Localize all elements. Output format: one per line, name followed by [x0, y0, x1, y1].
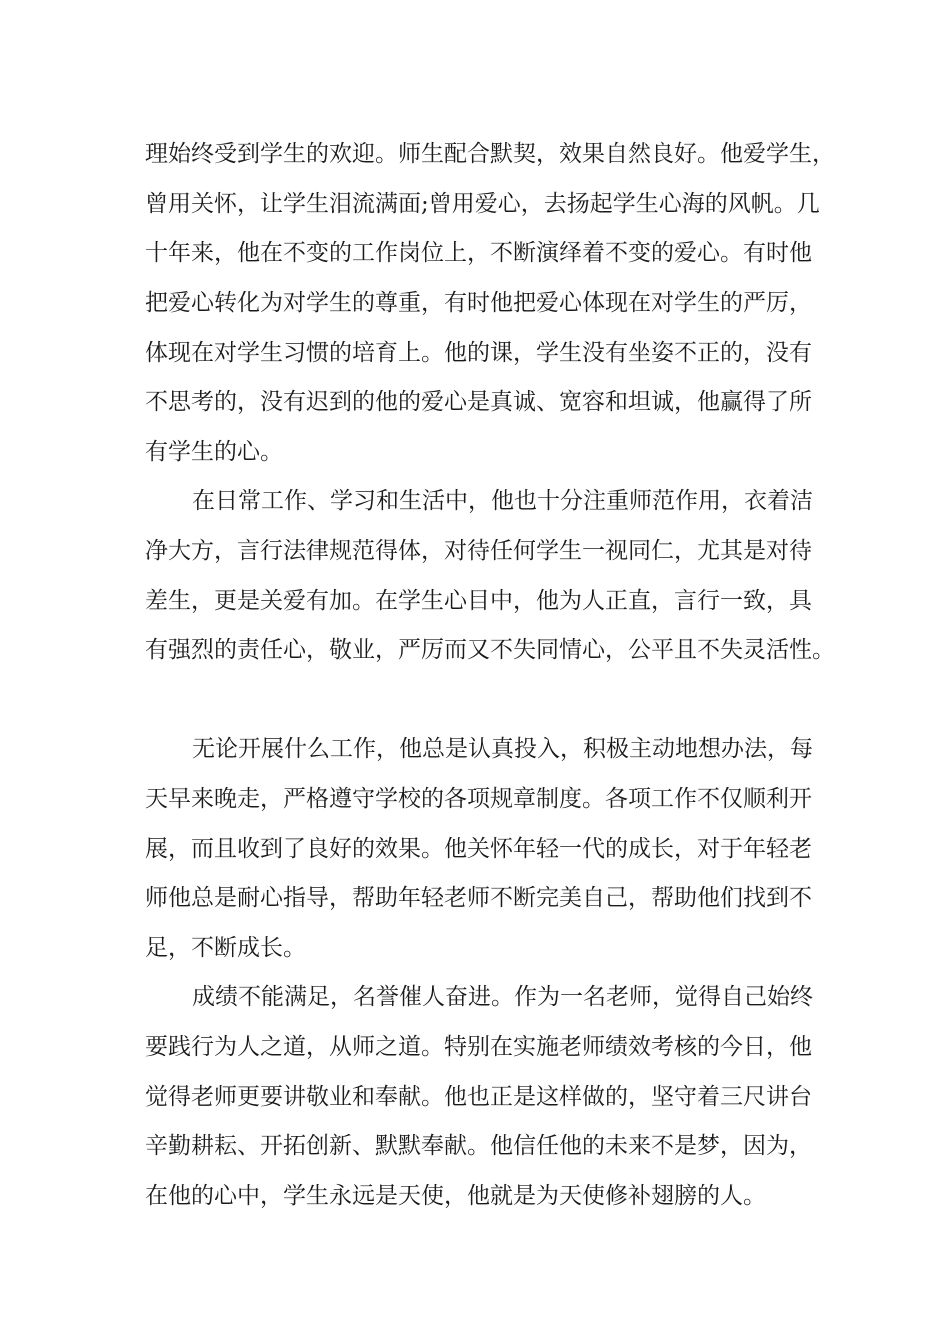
- text-line: 有学生的心。: [145, 439, 283, 465]
- text-line: 把爱心转化为对学生的尊重，有时他把爱心体现在对学生的严厉，: [145, 290, 812, 316]
- text-line: 觉得老师更要讲敬业和奉献。他也正是这样做的，坚守着三尺讲台: [145, 1084, 812, 1110]
- text-line: 成绩不能满足，名誉催人奋进。作为一名老师，觉得自己始终: [192, 984, 813, 1010]
- text-line: 体现在对学生习惯的培育上。他的课，学生没有坐姿不正的，没有: [145, 340, 812, 366]
- text-line: 在他的心中，学生永远是天使，他就是为天使修补翅膀的人。: [145, 1183, 766, 1209]
- text-line: 不思考的，没有迟到的他的爱心是真诚、宽容和坦诚，他赢得了所: [145, 389, 812, 415]
- text-line: 有强烈的责任心，敬业，严厉而又不失同情心，公平且不失灵活性。: [145, 637, 835, 663]
- text-line: 展，而且收到了良好的效果。他关怀年轻一代的成长，对于年轻老: [145, 836, 812, 862]
- text-line: 要践行为人之道，从师之道。特别在实施老师绩效考核的今日，他: [145, 1034, 812, 1060]
- text-line: 足，不断成长。: [145, 935, 306, 961]
- text-line: 差生，更是关爱有加。在学生心目中，他为人正直，言行一致，具: [145, 588, 812, 614]
- text-line: 无论开展什么工作，他总是认真投入，积极主动地想办法，每: [192, 736, 813, 762]
- text-line: 辛勤耕耘、开拓创新、默默奉献。他信任他的未来不是梦，因为，: [145, 1133, 812, 1159]
- text-line: 曾用关怀，让学生泪流满面;曾用爱心，去扬起学生心海的风帆。几: [145, 191, 820, 217]
- text-line: 理始终受到学生的欢迎。师生配合默契，效果自然良好。他爱学生，: [145, 141, 835, 167]
- text-line: 天早来晚走，严格遵守学校的各项规章制度。各项工作不仅顺利开: [145, 786, 812, 812]
- text-line: 净大方，言行法律规范得体，对待任何学生一视同仁，尤其是对待: [145, 538, 812, 564]
- text-line: 在日常工作、学习和生活中，他也十分注重师范作用，衣着洁: [192, 488, 813, 514]
- text-line: 十年来，他在不变的工作岗位上，不断演绎着不变的爱心。有时他: [145, 240, 812, 266]
- text-line: 师他总是耐心指导，帮助年轻老师不断完美自己，帮助他们找到不: [145, 885, 812, 911]
